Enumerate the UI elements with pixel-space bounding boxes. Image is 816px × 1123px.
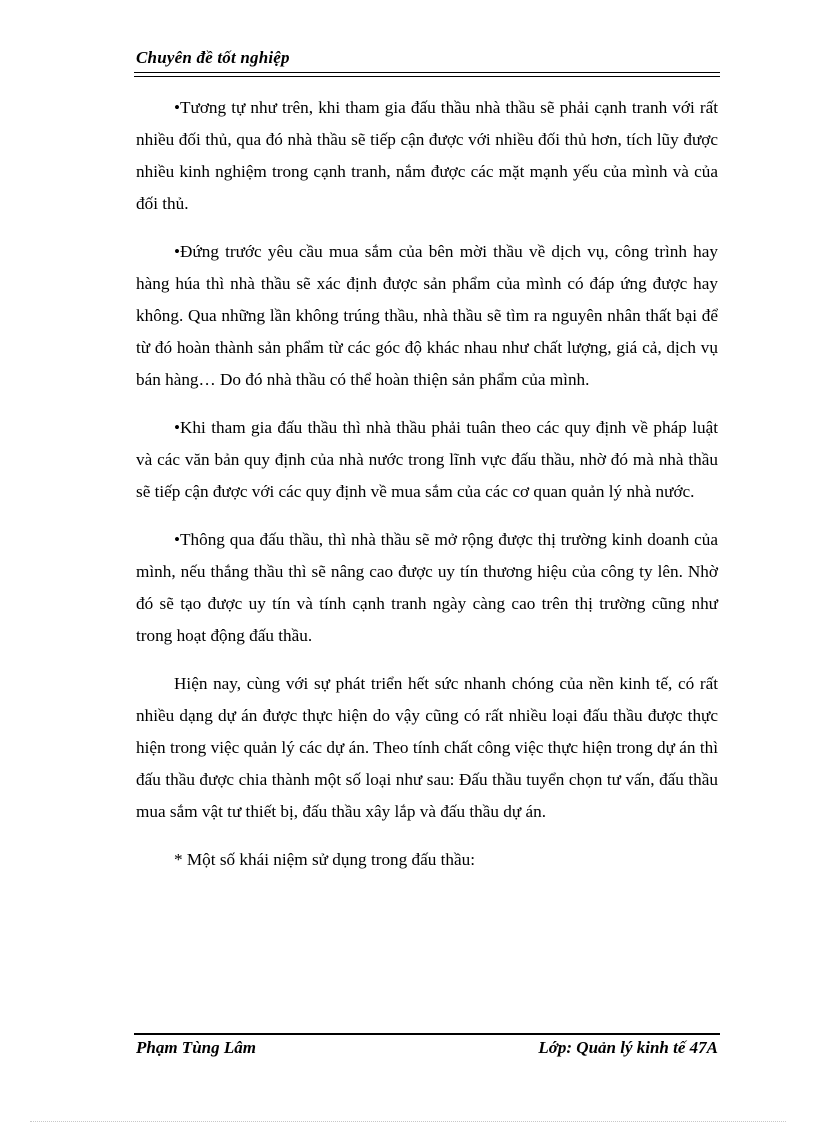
header-rule-top <box>134 72 720 73</box>
page-edge <box>30 1121 786 1122</box>
bullet-paragraph: •Thông qua đấu thầu, thì nhà thầu sẽ mở rộng được thị trường kinh doanh của mình, nếu thắng thầu thì sẽ nâng cao được uy tín thương hiệu của công ty lên. Nhờ đó sẽ tạo được uy tín và tính cạnh tranh ngày càng cao trên thị trường cũng như trong hoạt động đấu thầu. <box>136 530 718 645</box>
bullet-paragraph: •Đứng trước yêu cầu mua sắm của bên mời thầu về dịch vụ, công trình hay hàng húa thì nhà thầu sẽ xác định được sản phẩm của mình có đáp ứng được hay không. Qua những lần không trúng thầu, nhà thầu sẽ tìm ra nguyên nhân thất bại để từ đó hoàn thành sản phẩm từ các góc độ khác nhau như chất lượng, giá cả, dịch vụ bán hàng… Do đó nhà thầu có thể hoàn thiện sản phẩm của mình. <box>136 242 718 389</box>
body-paragraph: Hiện nay, cùng với sự phát triển hết sức nhanh chóng của nền kinh tế, có rất nhiều dạng dự án được thực hiện do vậy cũng có rất nhiều loại đấu thầu được thực hiện trong việc quản lý các dự án. Theo tính chất công việc thực hiện trong dự án thì đấu thầu được chia thành một số loại như sau: Đấu thầu tuyển chọn tư vấn, đấu thầu mua sắm vật tư thiết bị, đấu thầu xây lắp và đấu thầu dự án. <box>136 674 718 821</box>
header-title: Chuyên đề tốt nghiệp <box>136 48 290 67</box>
footer-class: Lớp: Quản lý kinh tế 47A <box>538 1038 718 1057</box>
concepts-heading: * Một số khái niệm sử dụng trong đấu thầu: <box>174 850 475 869</box>
bullet-paragraph: •Tương tự như trên, khi tham gia đấu thầu nhà thầu sẽ phải cạnh tranh với rất nhiều đối thủ, qua đó nhà thầu sẽ tiếp cận được với nhiều đối thủ hơn, tích lũy được nhiều kinh nghiệm trong cạnh tranh, nắm được các mặt mạnh yếu của mình và của đối thủ. <box>136 98 718 213</box>
bullet-paragraph: •Khi tham gia đấu thầu thì nhà thầu phải tuân theo các quy định về pháp luật và các văn bản quy định của nhà nước trong lĩnh vực đấu thầu, nhờ đó mà nhà thầu sẽ tiếp cận được với các quy định về mua sắm của các cơ quan quản lý nhà nước. <box>136 418 718 501</box>
header-rule-bottom <box>134 76 720 77</box>
footer-author: Phạm Tùng Lâm <box>136 1038 256 1057</box>
footer-rule <box>134 1033 720 1035</box>
document-body <box>136 92 718 892</box>
